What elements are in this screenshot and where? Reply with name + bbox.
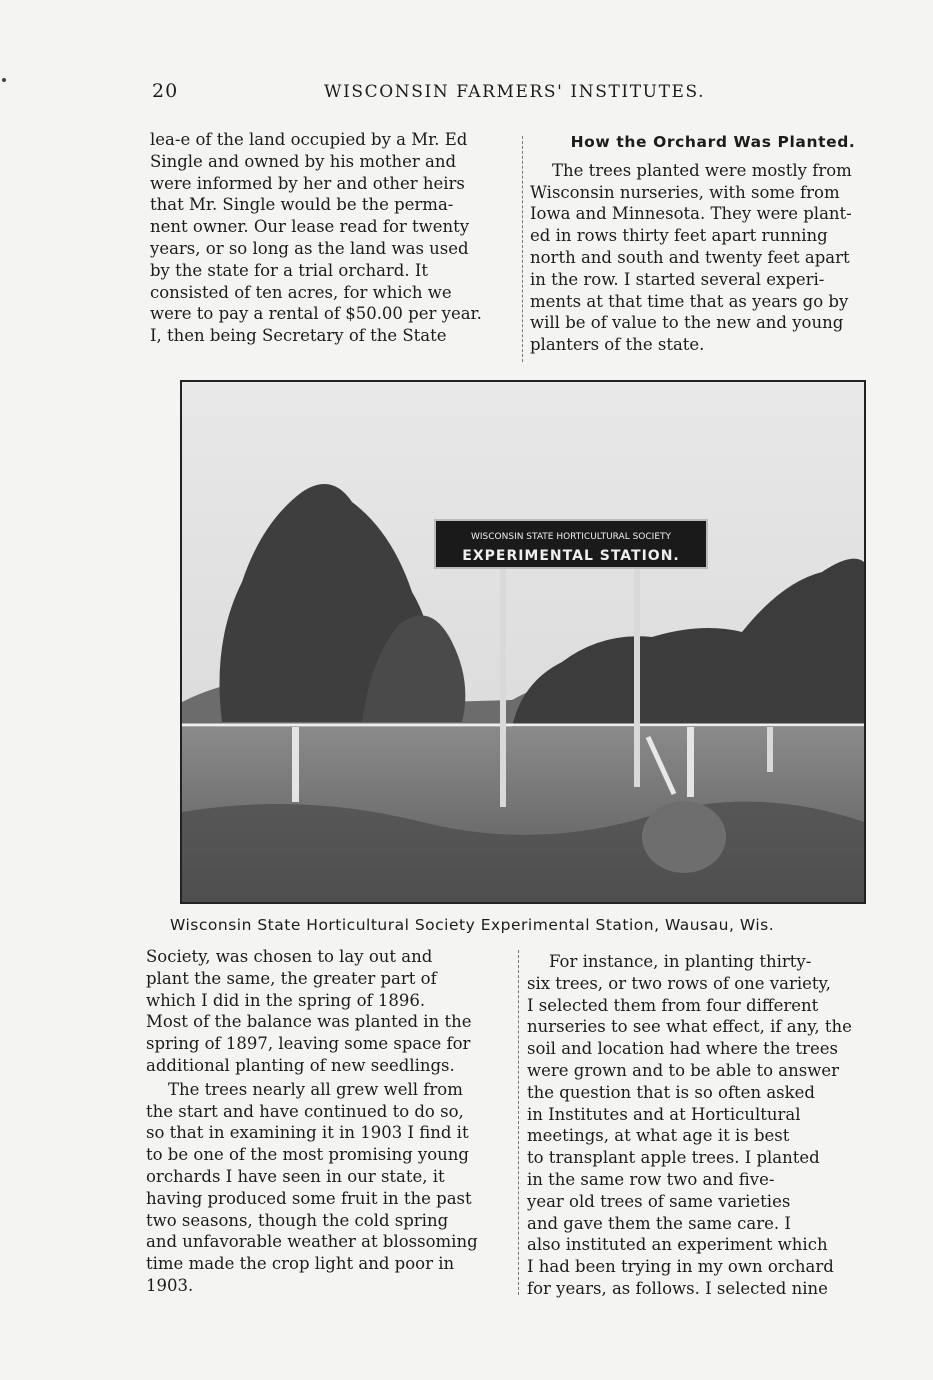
column-divider-bottom [518, 950, 519, 1295]
bottom-left-column [146, 946, 513, 1297]
bottom-left-paragraph-2: The trees nearly all grew well from the start and have continued to do so, so that in examining it in 1903 I find it to be one of the most promising young orchards I have seen in our state, it having produced some fruit in the past two seasons, though the cold spring and unfavorable weather at blossoming time made the crop light and poor in 1903. [146, 1079, 478, 1295]
page-number: 20 [152, 80, 179, 102]
bottom-right-column [527, 949, 893, 1300]
orchard-photo [180, 380, 866, 904]
margin-speck [2, 78, 6, 82]
section-heading: How the Orchard Was Planted. [570, 133, 856, 151]
boulder [642, 801, 726, 873]
bottom-left-paragraph-1: Society, was chosen to lay out and plant the same, the greater part of which I did in the spring of 1896. Most of the balance was planted in the spring of 1897, leaving some space for additional planting of new seedlings. [146, 947, 472, 1075]
top-right-paragraph: The trees planted were mostly from Wisconsin nurseries, with some from Iowa and Minnesota. They were plant- ed in rows thirty feet apart running north and south and twenty feet apart in the row. I started several experi- ments at that time that as years go by will be of value to the new and young planters of the state. [530, 160, 852, 355]
fence-post [292, 727, 299, 802]
top-right-column [530, 132, 896, 356]
sign-line-1: WISCONSIN STATE HORTICULTURAL SOCIETY [470, 532, 672, 542]
sign-post-left [500, 567, 506, 807]
fence-post [687, 727, 694, 797]
column-divider-top [522, 136, 523, 362]
sign-line-2: EXPERIMENTAL STATION. [462, 548, 680, 564]
bottom-right-paragraph-1: For instance, in planting thirty- six trees, or two rows of one variety, I selected them from four different nurseries to see what effect, if any, the soil and location had where the trees were grown and to be able to answer the question that is so often asked in Institutes and at Horticultural meetings, at what age it is best to transplant apple trees. I planted in the same row two and five- year old trees of same varieties and gave them the same care. I also instituted an experiment which I had been trying in my own orchard for years, as follows. I selected nine [527, 952, 852, 1298]
fence-post [767, 727, 773, 772]
orchard-photo-illustration [182, 382, 864, 902]
top-left-column [150, 129, 515, 347]
top-left-paragraph: lea-e of the land occupied by a Mr. Ed Single and owned by his mother and were informed by her and other heirs that Mr. Single would be the perma- nent owner. Our lease read for twenty years, or so long as the land was used by the state for a trial orchard. It consisted of ten acres, for which we were to pay a rental of $50.00 per year. I, then being Secretary of the State [150, 130, 482, 346]
running-title: WISCONSIN FARMERS' INSTITUTES. [324, 82, 706, 102]
page-header [152, 80, 722, 108]
photo-caption: Wisconsin State Horticultural Society Experimental Station, Wausau, Wis. [170, 916, 775, 934]
sign-post-right [634, 567, 640, 787]
